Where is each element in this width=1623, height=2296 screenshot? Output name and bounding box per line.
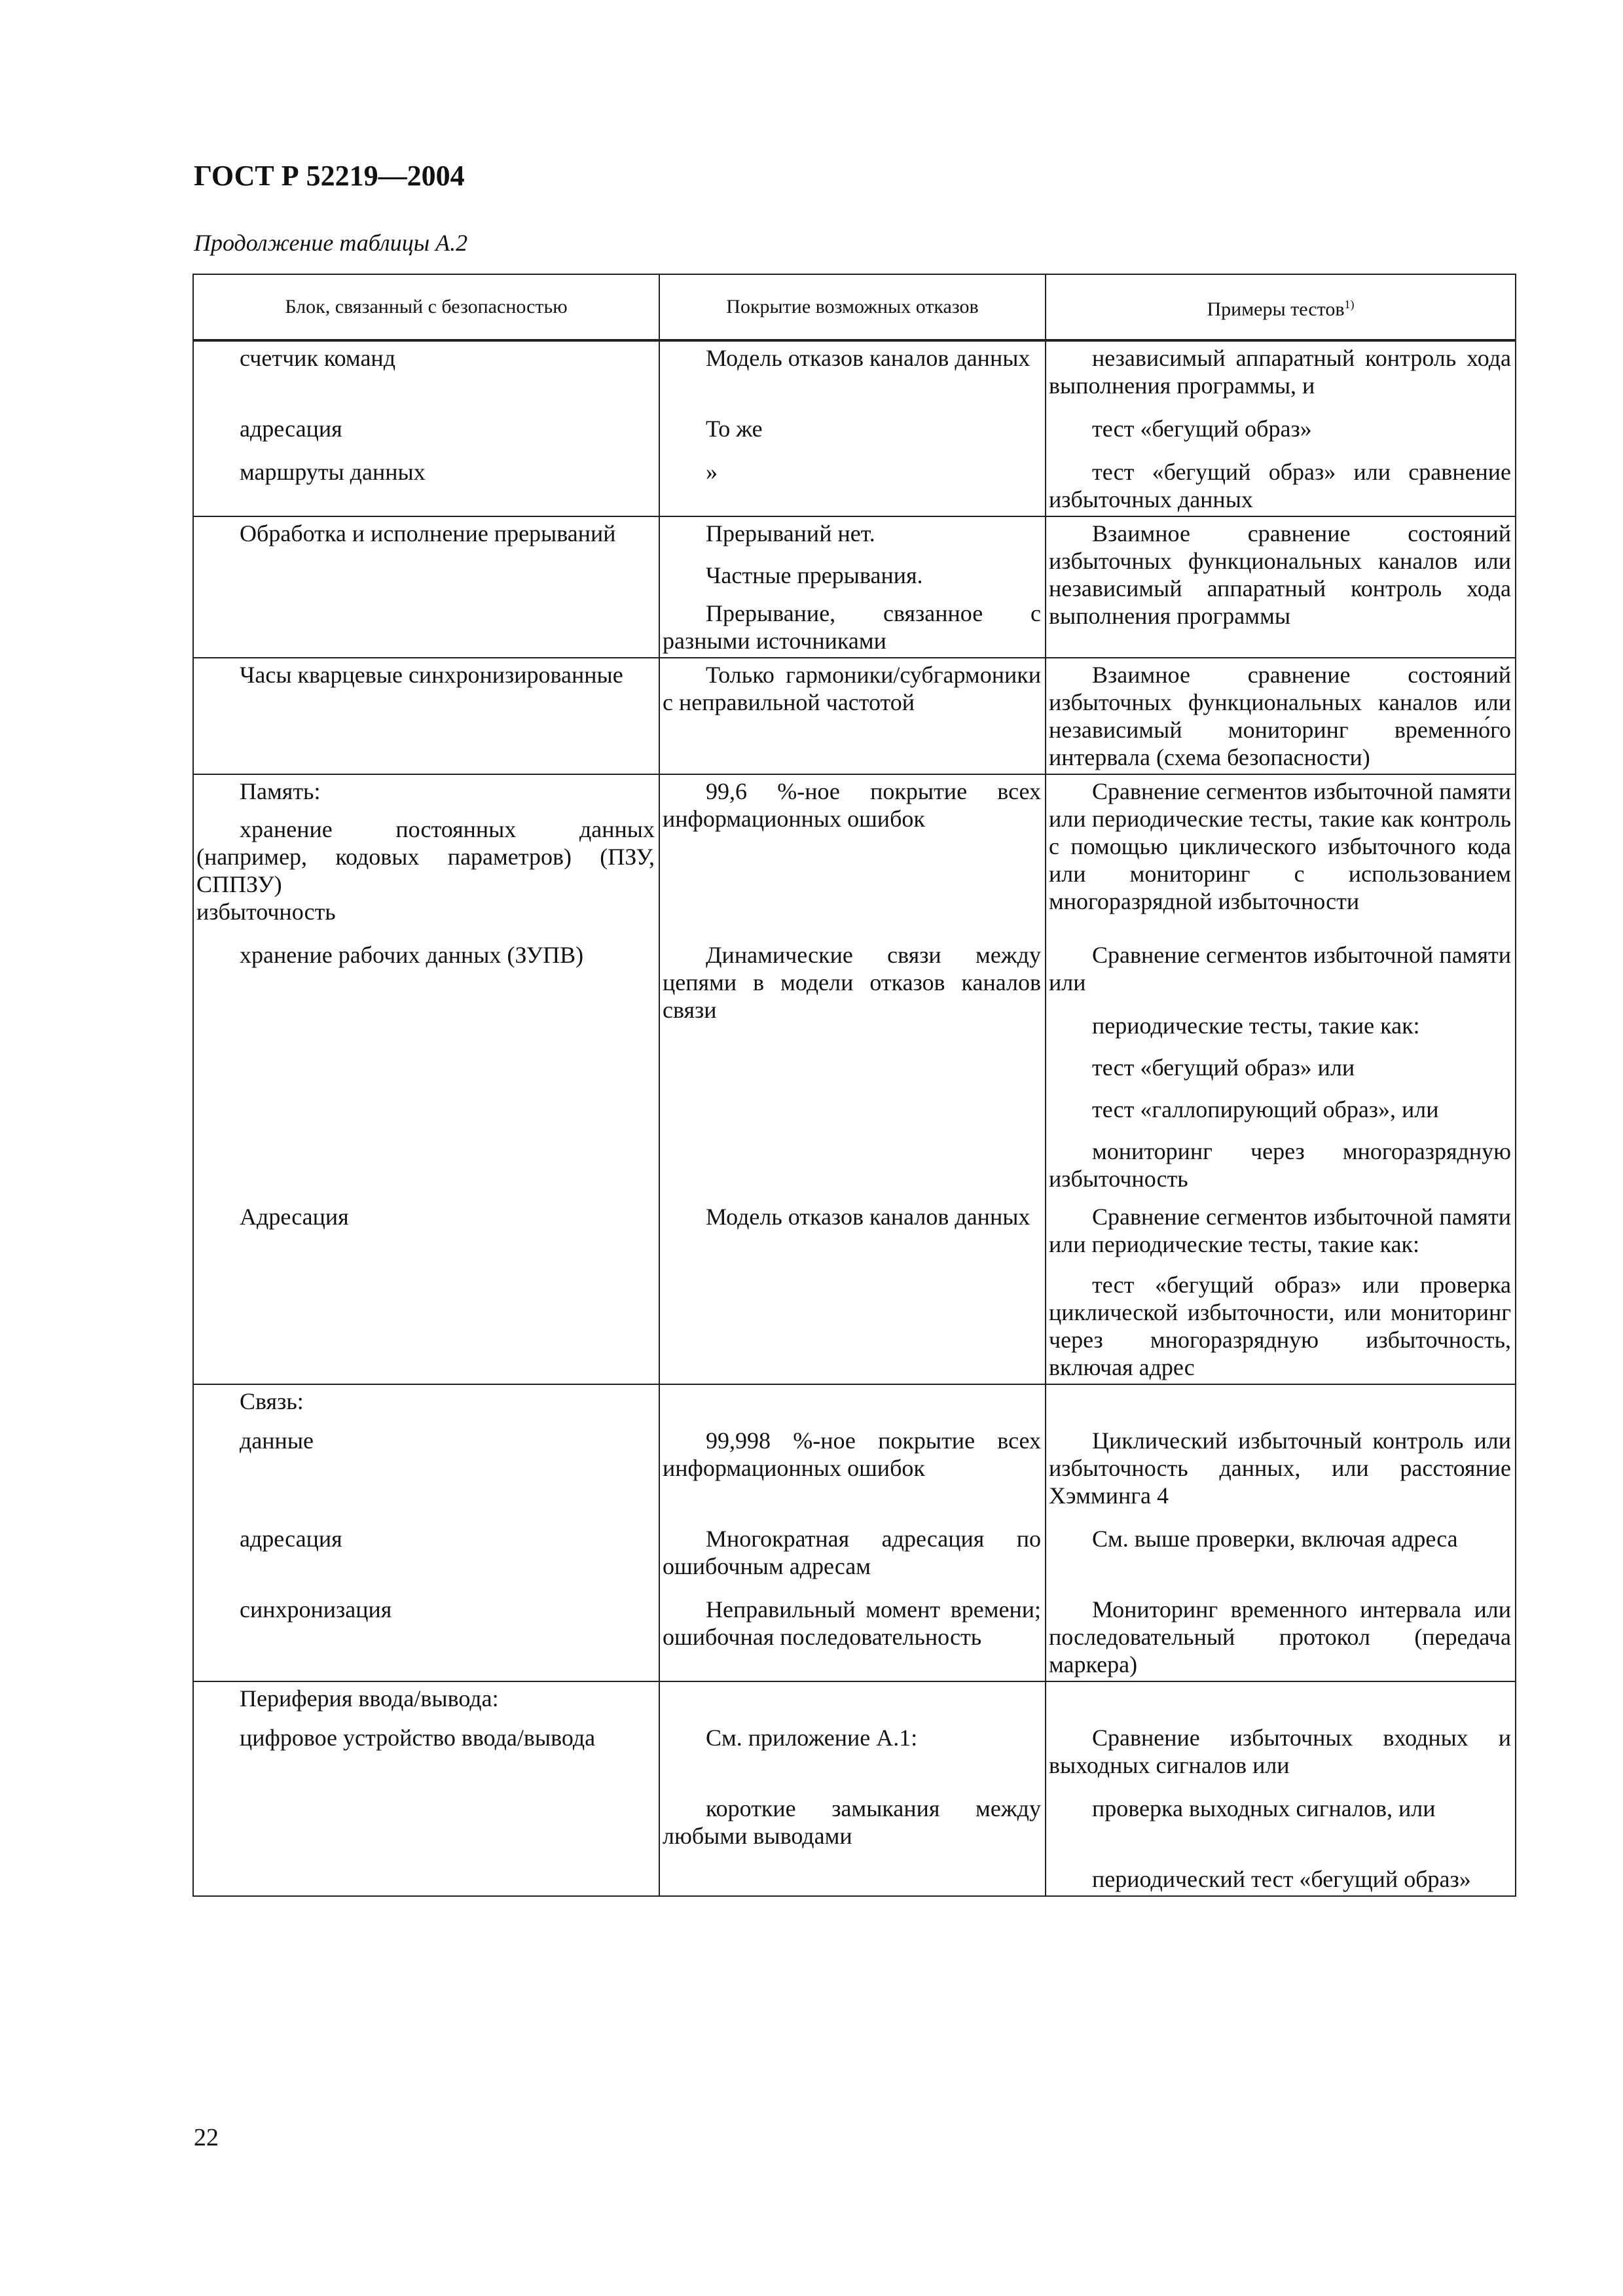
table-cell [659, 1865, 1046, 1896]
table-cell [1046, 1427, 1516, 1525]
table-row [193, 340, 1516, 415]
table-row [193, 1596, 1516, 1681]
table-row [193, 774, 1516, 941]
cell-text: тест «бегущий образ» или [1092, 1054, 1355, 1081]
table-cell [659, 1525, 1046, 1596]
cell-text: См. выше проверки, включая адреса [1092, 1526, 1458, 1552]
table-row [193, 516, 1516, 658]
table-cell [1046, 1384, 1516, 1427]
cell-text: Взаимное сравнение состояний избыточных функциональных каналов или независимый мониторинг временно́го интервала (схема безопасности) [1049, 662, 1511, 770]
cell-text: Прерывание, связанное с разными источниками [663, 600, 1041, 654]
table-cell [1046, 1596, 1516, 1681]
table-row [193, 658, 1516, 774]
cell-text: тест «бегущий образ» или проверка циклической избыточности, или мониторинг через многоразрядную избыточность, включая адрес [1049, 1272, 1511, 1380]
table-cell [1046, 340, 1516, 415]
table-cell [659, 415, 1046, 458]
table-cell [1046, 1724, 1516, 1795]
cell-text: Память: [240, 778, 321, 804]
column-header-tests [1046, 274, 1516, 340]
cell-text: Мониторинг временного интервала или последовательный протокол (передача маркера) [1049, 1596, 1511, 1677]
table-cell [193, 1203, 659, 1384]
footnote-mark: 1) [1344, 298, 1355, 311]
table-row [193, 415, 1516, 458]
table-cell [193, 1596, 659, 1681]
table-cell [659, 1724, 1046, 1795]
column-header-coverage: Покрытие возможных отказов [659, 274, 1046, 340]
cell-text: Модель отказов каналов данных [706, 345, 1030, 371]
cell-text: данные [240, 1427, 314, 1454]
cell-text: проверка выходных сигналов, или [1092, 1795, 1436, 1821]
table-row [193, 1724, 1516, 1795]
table-cell [659, 1203, 1046, 1384]
cell-text: Циклический избыточный контроль или избыточность данных, или расстояние Хэмминга 4 [1049, 1427, 1511, 1509]
cell-text: Сравнение сегментов избыточной памяти или периодические тесты, такие как контроль с помощью циклического избыточного кода или мониторинг с использованием многоразрядной избыточности [1049, 778, 1511, 914]
cell-text: маршруты данных [240, 459, 426, 485]
table-cell [193, 458, 659, 516]
table-row [193, 941, 1516, 1203]
table-row [193, 1865, 1516, 1896]
cell-text: Сравнение сегментов избыточной памяти или [1049, 942, 1511, 996]
table-cell [193, 941, 659, 1203]
table-cell [659, 658, 1046, 774]
table-cell [193, 516, 659, 658]
cell-text: Взаимное сравнение состояний избыточных функциональных каналов или независимый аппаратный контроль хода выполнения программы [1049, 520, 1511, 629]
table-row [193, 1795, 1516, 1865]
cell-text: Многократная адресация по ошибочным адресам [663, 1526, 1041, 1579]
cell-text: См. приложение А.1: [706, 1725, 918, 1751]
table-cell [659, 458, 1046, 516]
table-cell [193, 1427, 659, 1525]
table-cell [659, 340, 1046, 415]
table-row [193, 1384, 1516, 1427]
cell-text: Только гармоники/субгармоники с неправильной частотой [663, 662, 1041, 715]
table-cell [193, 340, 659, 415]
table-cell [1046, 415, 1516, 458]
cell-text: Часы кварцевые синхронизированные [240, 662, 623, 688]
table-row [193, 1681, 1516, 1724]
table-cell [1046, 1525, 1516, 1596]
table-cell [193, 1795, 659, 1865]
cell-text: » [706, 459, 718, 485]
cell-text: адресация [240, 416, 342, 442]
table-cell [1046, 1681, 1516, 1724]
table-cell [659, 1681, 1046, 1724]
cell-text: синхронизация [240, 1596, 392, 1623]
cell-text: независимый аппаратный контроль хода выполнения программы, и [1049, 345, 1511, 399]
table-cell [1046, 774, 1516, 941]
safety-table [192, 274, 1516, 1897]
table-cell [1046, 941, 1516, 1203]
table-cell [1046, 1203, 1516, 1384]
table-row [193, 458, 1516, 516]
cell-text: периодический тест «бегущий образ» [1092, 1866, 1471, 1892]
cell-text: короткие замыкания между любыми выводами [663, 1795, 1041, 1849]
cell-text: адресация [240, 1526, 342, 1552]
cell-text: счетчик команд [240, 345, 396, 371]
cell-text: тест «бегущий образ» [1092, 416, 1312, 442]
table-cell [1046, 516, 1516, 658]
table-cell [193, 658, 659, 774]
cell-text: тест «галлопирующий образ», или [1092, 1096, 1439, 1122]
cell-text: Динамические связи между цепями в модели отказов каналов связи [663, 942, 1041, 1023]
cell-text: периодические тесты, такие как: [1092, 1013, 1420, 1039]
cell-text: Адресация [240, 1204, 349, 1230]
document-header: ГОСТ Р 52219—2004 [194, 160, 465, 192]
cell-text: 99,6 %-ное покрытие всех информационных ошибок [663, 778, 1041, 832]
table-row [193, 1427, 1516, 1525]
cell-text: мониторинг через многоразрядную избыточность [1049, 1138, 1511, 1192]
column-header-tests-label: Примеры тестов [1207, 298, 1345, 320]
table-cell [1046, 1865, 1516, 1896]
cell-text: Связь: [240, 1388, 304, 1414]
page-number: 22 [194, 2124, 219, 2151]
cell-text: Модель отказов каналов данных [706, 1204, 1030, 1230]
cell-text: хранение рабочих данных (ЗУПВ) [240, 942, 584, 968]
cell-text: 99,998 %-ное покрытие всех информационных ошибок [663, 1427, 1041, 1481]
cell-text: хранение постоянных данных (например, кодовых параметров) (ПЗУ, СППЗУ) избыточность [196, 816, 655, 925]
cell-text: тест «бегущий образ» или сравнение избыточных данных [1049, 459, 1511, 512]
table-cell [1046, 658, 1516, 774]
table-cell [193, 1384, 659, 1427]
cell-text: Сравнение сегментов избыточной памяти или периодические тесты, такие как: [1049, 1204, 1511, 1257]
table-cell [659, 1596, 1046, 1681]
cell-text: Прерываний нет. [706, 520, 875, 547]
table-cell [659, 1427, 1046, 1525]
cell-text: То же [706, 416, 763, 442]
column-header-block: Блок, связанный с безопасностью [193, 274, 659, 340]
table-cell [659, 1384, 1046, 1427]
table-header-row [193, 274, 1516, 340]
table-cell [1046, 458, 1516, 516]
table-cell [193, 415, 659, 458]
cell-text: Обработка и исполнение прерываний [240, 520, 616, 547]
table-cell [193, 1525, 659, 1596]
table-row [193, 1203, 1516, 1384]
cell-text: Сравнение избыточных входных и выходных сигналов или [1049, 1725, 1511, 1778]
table-cell [659, 516, 1046, 658]
table-cell [193, 1724, 659, 1795]
cell-text: цифровое устройство ввода/вывода [240, 1725, 596, 1751]
table-cell [193, 1681, 659, 1724]
table-cell [193, 1865, 659, 1896]
cell-text: Частные прерывания. [706, 562, 923, 588]
cell-text: Периферия ввода/вывода: [240, 1685, 499, 1712]
table-cell [1046, 1795, 1516, 1865]
table-cell [659, 774, 1046, 941]
table-caption: Продолжение таблицы А.2 [194, 230, 468, 256]
table-cell [659, 941, 1046, 1203]
table-row [193, 1525, 1516, 1596]
table-cell [193, 774, 659, 941]
table-cell [659, 1795, 1046, 1865]
cell-text: Неправильный момент времени; ошибочная последовательность [663, 1596, 1041, 1650]
